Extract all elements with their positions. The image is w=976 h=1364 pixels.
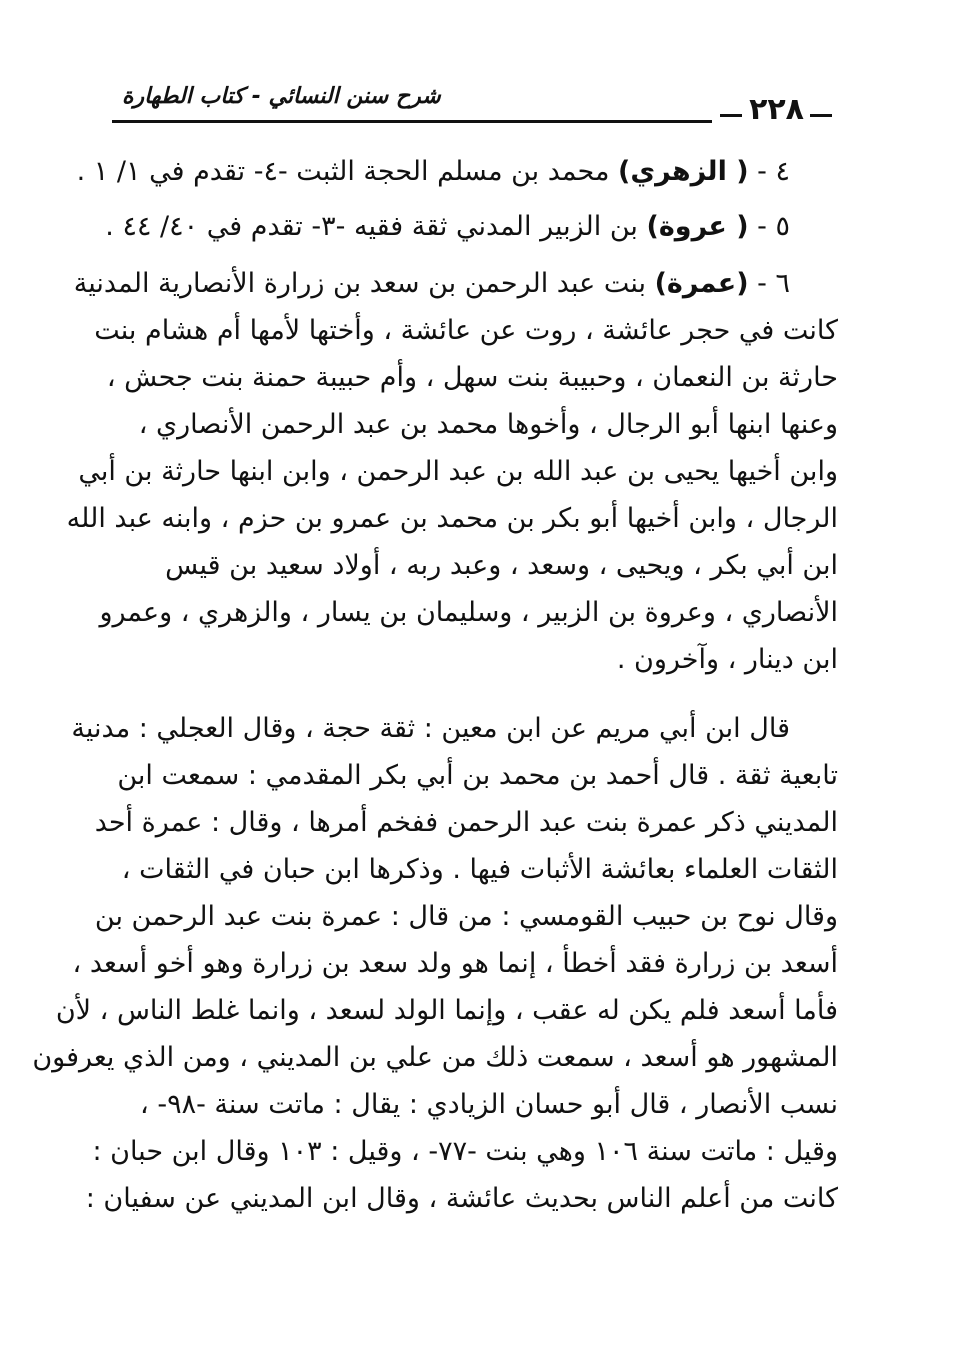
text-line: ابن دينار ، وآخرون . [616, 644, 838, 675]
text-line: كانت في حجر عائشة ، روت عن عائشة ، وأختها لأمها أم هشام بنت [94, 315, 838, 346]
narrator-text: محمد بن مسلم الحجة الثبت -٤- تقدم في ١/ ١ . [76, 156, 610, 187]
text-line: المشهور هو أسعد ، سمعت ذلك من علي بن المديني ، ومن الذي يعرفون [32, 1042, 838, 1073]
entry-number: ٤ - [757, 156, 790, 187]
entry-number: ٥ - [757, 211, 790, 242]
text-line: تابعية ثقة . قال أحمد بن محمد بن أبي بكر المقدمي : سمعت ابن [117, 760, 838, 791]
page-body [32, 148, 838, 1222]
narrator-entry-4 [76, 148, 838, 195]
header-dash [810, 114, 832, 117]
narrator-name: ( عروة) [646, 211, 749, 242]
text-line: المديني ذكر عمرة بنت عبد الرحمن ففخم أمرها ، وقال : عمرة أحد [94, 807, 838, 838]
biography-paragraph [32, 705, 838, 1222]
text-line: الثقات العلماء بعائشة الأثبات فيها . وذكرها ابن حبان في الثقات ، [121, 854, 838, 885]
text-line: نسب الأنصار ، قال أبو حسان الزيادي : يقال : ماتت سنة -٩٨- ، [140, 1089, 838, 1120]
text-line [73, 260, 838, 307]
text-line: وابن أخيها يحيى بن عبد الله بن عبد الرحمن ، وابن ابنها حارثة بن أبي [78, 456, 838, 487]
narrator-entry-5 [105, 203, 838, 250]
text-line: الرجال ، وابن أخيها أبو بكر بن محمد بن عمرو بن حزم ، وابنه عبد الله [66, 503, 838, 534]
text-line: أسعد بن زرارة فقد أخطأ ، إنما هو ولد سعد بن زرارة وهو أخو أسعد ، [72, 948, 838, 979]
text-line: وعنها ابنها أبو الرجال ، وأخوها محمد بن عبد الرحمن الأنصاري ، [138, 409, 838, 440]
text-line: قال ابن أبي مريم عن ابن معين : ثقة حجة ، وقال العجلي : مدنية [71, 713, 790, 744]
text-line: وقال نوح بن حبيب القومسي : من قال : عمرة بنت عبد الرحمن بن [94, 901, 838, 932]
narrator-text: بنت عبد الرحمن بن سعد بن زرارة الأنصارية المدنية [73, 268, 646, 299]
text-line: كانت من أعلم الناس بحديث عائشة ، وقال ابن المديني عن سفيان : [85, 1183, 838, 1214]
header-dash [720, 114, 742, 117]
text-line: الأنصاري ، وعروة بن الزبير ، وسليمان بن يسار ، والزهري ، وعمرو [99, 597, 838, 628]
entry-number: ٦ - [757, 268, 790, 299]
narrator-name: ( الزهري) [618, 156, 749, 187]
narrator-text: بن الزبير المدني ثقة فقيه -٣- تقدم في ٤٠/ ٤٤ . [105, 211, 638, 242]
header-rule [112, 120, 712, 123]
running-title: شرح سنن النسائي - كتاب الطهارة [122, 84, 441, 109]
narrator-name: (عمرة) [654, 268, 749, 299]
page-number: ٢٢٨ [749, 92, 804, 127]
text-line: ابن أبي بكر ، ويحيى ، وسعد ، وعبد ربه ، أولاد سعيد بن قيس [165, 550, 838, 581]
page-header [112, 82, 832, 134]
narrator-entry-6 [66, 260, 838, 683]
text-line: حارثة بن النعمان ، وحبيبة بنت سهل ، وأم حبيبة حمنة بنت جحش ، [106, 362, 838, 393]
text-line: وقيل : ماتت سنة ١٠٦ وهي بنت -٧٧- ، وقيل : ١٠٣ وقال ابن حبان : [92, 1136, 838, 1167]
text-line: فأما أسعد فلم يكن له عقب ، وإنما الولد لسعد ، وانما غلط الناس ، لأن [55, 995, 838, 1026]
